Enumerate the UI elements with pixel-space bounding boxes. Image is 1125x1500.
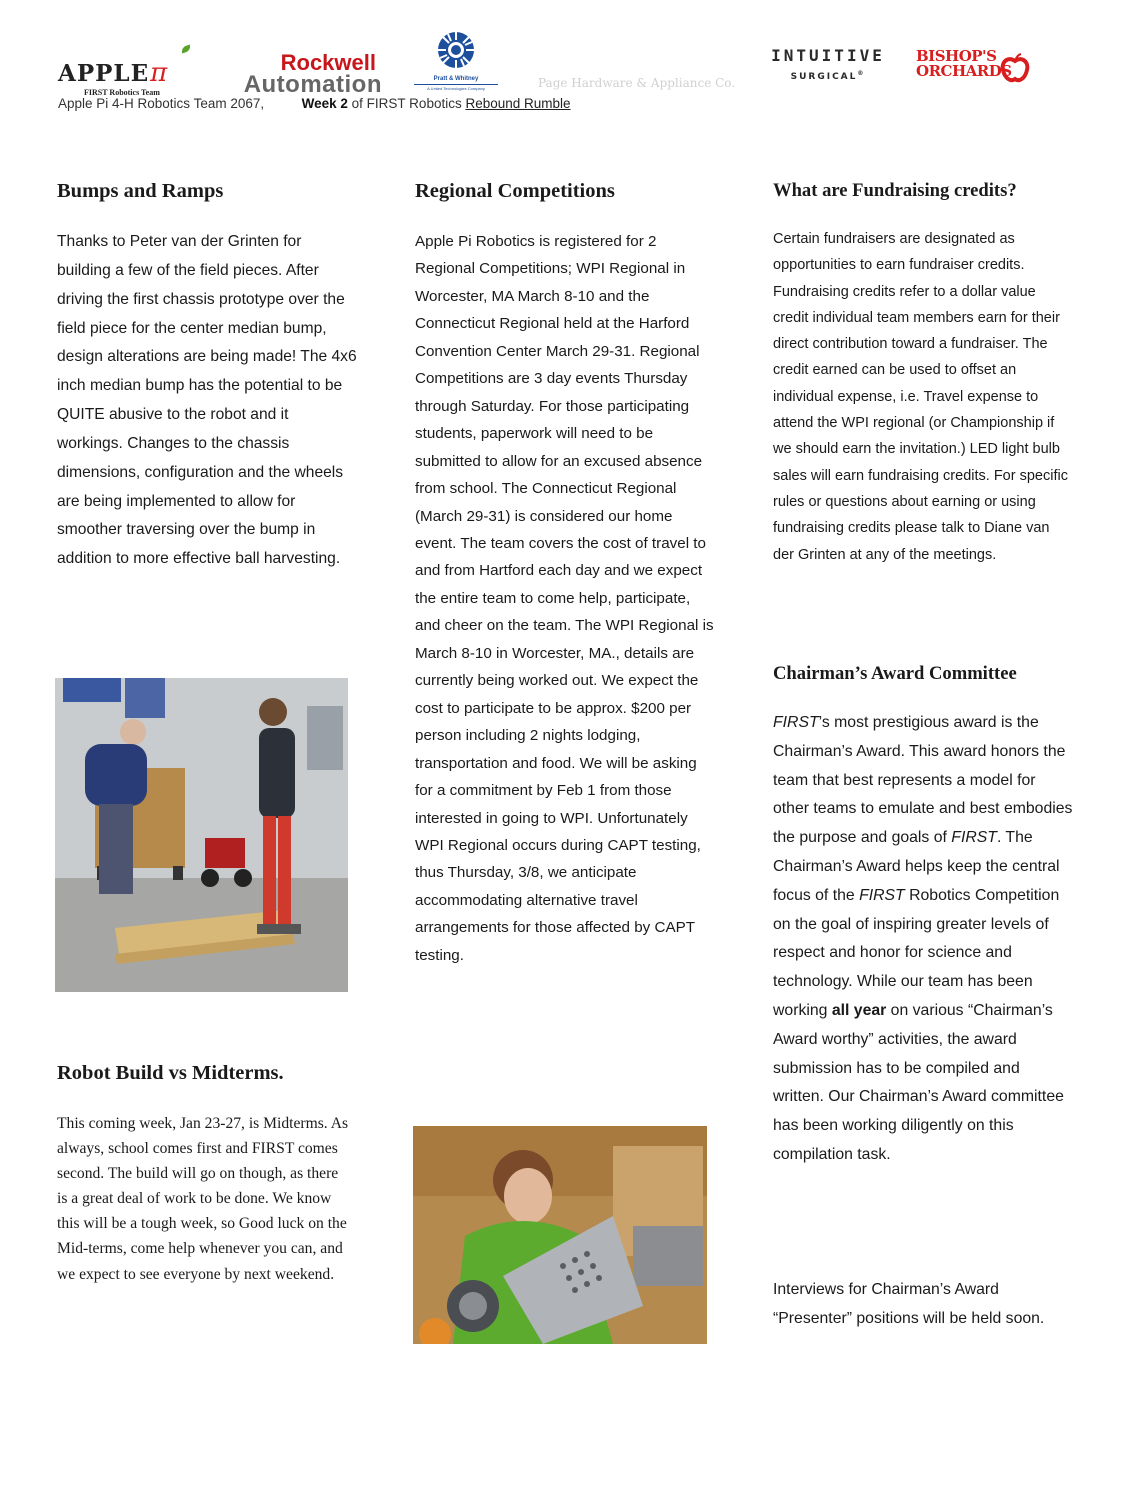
leaf-icon — [180, 44, 191, 53]
bumps-body: Thanks to Peter van der Grinten for building a few of the field pieces. After driving the first chassis prototype over the field piece for the center median bump, design alterations are being made! The 4x6 inch median bump has the potential to be QUITE abusive to the robot and it workings. Changes to the chassis dimensions, configuration and the wheels are being implemented to allow for smoother traversing over the bump in addition to more effective ball harvesting. — [57, 233, 357, 568]
chairmans-first-1: FIRST — [773, 714, 819, 731]
chairmans-award-body — [773, 709, 1073, 1170]
article-regional-competitions — [415, 228, 715, 969]
apple-pi-logo-subtitle: FIRST Robotics Team — [84, 88, 160, 97]
chairmans-text-3: Robotics Competition on the goal of inspiring greater levels of respect and honor for science and technology. While our team has been working — [773, 886, 1060, 1019]
apple-pi-logo — [58, 58, 188, 98]
article-fundraising-credits — [773, 226, 1073, 568]
apple-pi-logo-symbol: π — [150, 58, 168, 88]
article-presenter-interviews — [773, 1276, 1073, 1334]
fundraising-body: Certain fundraisers are designated as opportunities to earn fundraiser credits. Fundraising credits refer to a dollar value credit individual team members earn for their direct contribution toward a fundraiser. The credit earned can be used to offset an individual expense, i.e. Travel expense to attend the WPI regional (or Championship if we should earn the invitation.) LED light bulb sales will earn fundraising credits. For specific rules or questions about earning or using fundraising credits please talk to Diane van der Grinten at any of the meetings. — [773, 231, 1068, 563]
team-name: Apple Pi 4-H Robotics Team 2067, — [58, 96, 265, 111]
bishops-logo-line2: ORCHARDS — [916, 62, 1012, 80]
chairmans-all-year: all year — [831, 1001, 887, 1019]
chairmans-first-3: FIRST — [859, 886, 905, 904]
newsletter-header-line — [58, 96, 678, 111]
photo-field-piece-testing — [55, 678, 348, 992]
photo-field-piece-scene — [55, 678, 348, 992]
intuitive-logo-line2: SURGICAL — [790, 72, 858, 82]
heading-bumps-and-ramps: Bumps and Ramps — [57, 180, 224, 202]
week-label: Week 2 — [301, 96, 348, 111]
chairmans-text-1: ’s most prestigious award is the Chairman’s Award. This award honors the team that best represents a model for other teams to emulate and best embodies the purpose and goals of — [773, 714, 1073, 847]
page-hardware-logo: Page Hardware & Appliance Co. — [538, 76, 736, 90]
intuitive-logo-line1: INTUITIVE — [771, 46, 885, 65]
pratt-whitney-logo — [410, 30, 502, 90]
article-robot-build-vs-midterms — [57, 1111, 350, 1287]
heading-chairmans-award-committee: Chairman’s Award Committee — [773, 663, 1017, 684]
registered-mark: ® — [857, 70, 866, 77]
article-chairmans-award — [773, 709, 1073, 1170]
bishops-orchards-logo — [916, 47, 1041, 93]
rockwell-automation-logo — [212, 52, 382, 96]
apple-icon — [1000, 53, 1030, 83]
regional-body: Apple Pi Robotics is registered for 2 Regional Competitions; WPI Regional in Worcester, MA March 8-10 and the Connecticut Regional held at the Harford Convention Center March 29-31. Regional Competitions are 3 day events Thursday through Saturday. For those participating students, paperwork will need to be submitted to allow for an excused absence from school. The Connecticut Regional (March 29-31) is considered our home event. The team covers the cost of travel to and from Hartford each day and we expect the entire team to come help, participate, and cheer on the team. The WPI Regional is March 8-10 in Worcester, MA., details are currently being worked out. We expect the cost to participate to be approx. $200 per person including 2 nights lodging, transportation and food. We will be asking for a commitment by Feb 1 from those interested in going to WPI. Unfortunately WPI Regional occurs during CAPT testing, thus Thursday, 3/8, we anticipate accommodating alternative travel arrangements for those affected by CAPT testing. — [415, 233, 714, 964]
rockwell-logo-line1: Rockwell — [280, 50, 376, 75]
heading-regional-competitions: Regional Competitions — [415, 180, 615, 202]
photo-student-scene — [413, 1126, 707, 1344]
article-bumps-and-ramps — [57, 228, 357, 574]
game-name: Rebound Rumble — [465, 96, 571, 111]
pratt-whitney-name: Pratt & Whitney — [433, 76, 479, 82]
pratt-whitney-tagline: A United Technologies Company — [414, 84, 498, 91]
rockwell-logo-line2: Automation — [243, 71, 382, 98]
heading-fundraising-credits: What are Fundraising credits? — [773, 180, 1017, 201]
intuitive-surgical-logo — [766, 46, 890, 82]
chairmans-text-2: . The Chairman’s Award helps keep the central focus of the — [773, 829, 1060, 904]
heading-robot-build-vs-midterms: Robot Build vs Midterms. — [57, 1062, 284, 1084]
chairmans-text-4: on various “Chairman’s Award worthy” activities, the award submission has to be compiled and written. Our Chairman’s Award committee has been working diligently on this compilation task. — [773, 1001, 1064, 1163]
midterms-body: This coming week, Jan 23-27, is Midterms. As always, school comes first and FIRST comes second. The build will go on though, as there is a great deal of work to be done. We know this will be a tough week, so Good luck on the Mid-terms, come help whenever you can, and we expect to see everyone by next weekend. — [57, 1115, 349, 1283]
bishops-logo-line1: BISHOP'S — [916, 47, 997, 65]
apple-pi-logo-word: APPLE — [58, 60, 150, 87]
header-of-text: of FIRST Robotics — [347, 96, 466, 111]
presenter-interviews-body: Interviews for Chairman’s Award “Presenter” positions will be held soon. — [773, 1281, 1045, 1327]
pratt-whitney-emblem-icon — [436, 30, 476, 70]
photo-student-building-robot — [413, 1126, 707, 1344]
chairmans-first-2: FIRST — [951, 829, 997, 847]
